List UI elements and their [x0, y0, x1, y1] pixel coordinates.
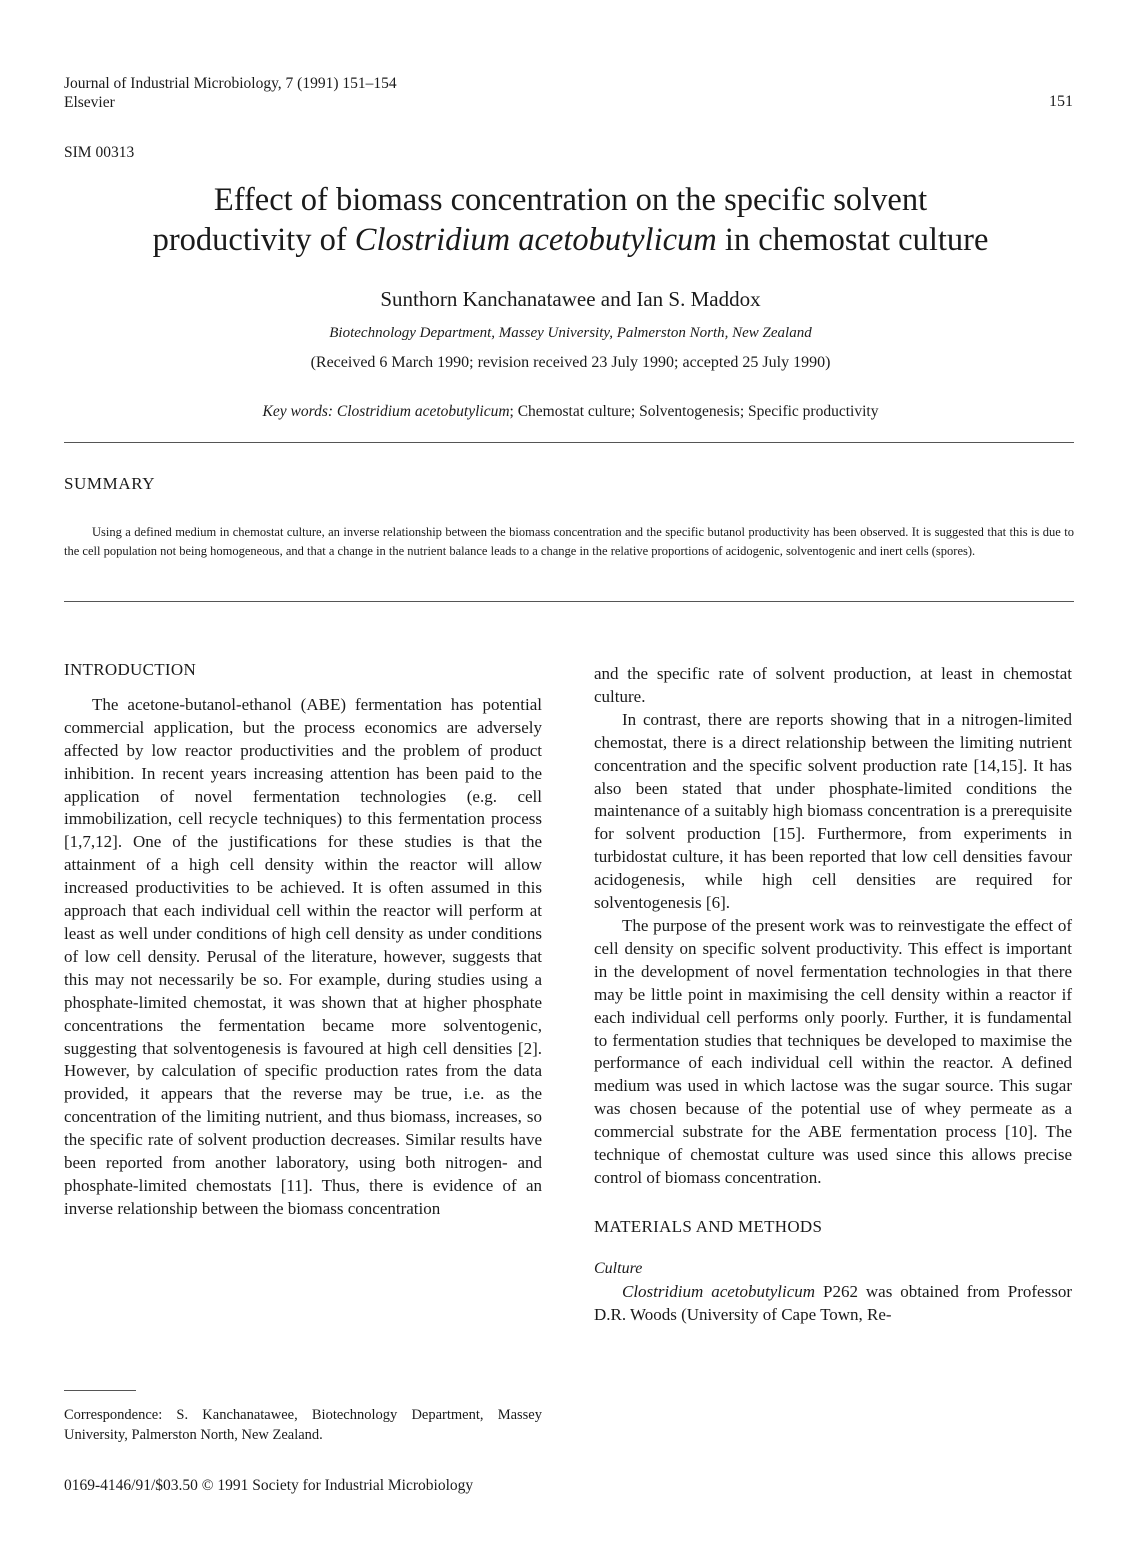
authors: Sunthorn Kanchanatawee and Ian S. Maddox [380, 287, 761, 311]
publisher: Elsevier [64, 94, 115, 111]
intro-paragraph-1-continued: and the specific rate of solvent production, at least in chemostat culture. [594, 664, 1072, 706]
copyright-line: 0169-4146/91/$03.50 © 1991 Society for Industrial Microbiology [64, 1477, 474, 1494]
correspondence-footnote: Correspondence: S. Kanchanatawee, Biotechnology Department, Massey University, Palmerston North, New Zealand. [64, 1407, 542, 1443]
page-number: 151 [1049, 93, 1073, 110]
received-dates: (Received 6 March 1990; revision received 23 July 1990; accepted 25 July 1990) [310, 354, 831, 371]
methods-paragraph-1-text: P262 was obtained from Professor D.R. Woods (University of Cape Town, Re- [594, 1281, 1072, 1324]
intro-paragraph-3: The purpose of the present work was to reinvestigate the effect of cell density on specific solvent productivity. This effect is important in the development of novel fermentation technologies in that there may be little point in maximising the cell density within a reactor if each individual cell performs only poorly. Further, it is fundamental to fermentation studies that techniques be developed to maximise the performance of each individual cell within the reactor. A defined medium was used in which lactose was the sugar source. This sugar was chosen because of the potential use of whey permeate as a commercial substrate for the ABE fermentation process [10]. The technique of chemostat culture was used since this allows precise control of biomass concentration. [594, 915, 1072, 1187]
summary-text: Using a defined medium in chemostat culture, an inverse relationship between the biomass concentration and the specific butanol productivity has been observed. It is suggested that this is due to the cell population not being homogeneous, and that a change in the nutrient balance leads to a change in the relative proportions of acidogenic, solventogenic and inert cells (spores). [64, 525, 1074, 558]
article-title [0, 180, 1141, 260]
divider-top [64, 442, 1074, 443]
right-column [594, 663, 1072, 1326]
intro-paragraph-1: The acetone-butanol-ethanol (ABE) fermentation has potential commercial application, but the process economics are adversely affected by low reactor productivities and the problem of product inhibition. In recent years increasing attention has been paid to the application of novel fermentation technologies (e.g. cell immobilization, cell recycle techniques) to this fermentation process [1,7,12]. One of the justifications for these studies is that the attainment of a high cell density within the reactor will allow increased productivities to be achieved. It is often assumed in this approach that each individual cell within the reactor will perform at least as well under conditions of high cell density as under conditions of low cell density. Perusal of the literature, however, suggests that this may not necessarily be so. For example, during studies using a phosphate-limited chemostat, it was shown that at higher phosphate concentrations the fermentation became more solventogenic, suggesting that solventogenesis is favoured at high cell densities [2]. However, by calculation of specific production rates from the data provided, it appears that the reverse may be true, i.e. as the concentration of the limiting nutrient, and thus biomass, increases, so the specific rate of solvent production decreases. Similar results have been reported from another laboratory, using both nitrogen- and phosphate-limited chemostats [11]. Thus, there is evidence of an inverse relationship between the biomass concentration [64, 694, 542, 1218]
title-part-3: in chemostat culture [716, 222, 989, 258]
keywords-list: ; Chemostat culture; Solventogenesis; Specific productivity [509, 403, 879, 420]
keywords [0, 403, 1141, 421]
keywords-species: Clostridium acetobutylicum [336, 403, 510, 420]
summary-heading: SUMMARY [64, 474, 156, 493]
keywords-label: Key words: [262, 403, 334, 420]
sim-code: SIM 00313 [64, 144, 135, 161]
journal-citation: Journal of Industrial Microbiology, 7 (1991) 151–154 [64, 75, 397, 92]
divider-bottom [64, 601, 1074, 602]
methods-paragraph-1 [594, 1281, 1072, 1327]
introduction-heading: INTRODUCTION [64, 660, 197, 679]
culture-subheading: Culture [594, 1259, 643, 1277]
methods-heading: MATERIALS AND METHODS [594, 1216, 823, 1236]
left-column [64, 659, 542, 1221]
journal-header [64, 74, 397, 112]
title-part-2: productivity of [152, 222, 355, 258]
affiliation: Biotechnology Department, Massey University, Palmerston North, New Zealand [329, 325, 812, 341]
methods-species: Clostridium acetobutylicum [622, 1281, 816, 1301]
intro-paragraph-2: In contrast, there are reports showing that in a nitrogen-limited chemostat, there is a direct relationship between the limiting nutrient concentration and the specific solvent production rate [14,15]. It has also been stated that under phosphate-limited conditions the maintenance of a suitably high biomass concentration is a prerequisite for solvent production [15]. Furthermore, from experiments in turbidostat culture, it has been reported that low cell densities favour acidogenesis, while high cell densities are required for solventogenesis [6]. [594, 709, 1072, 913]
title-line-1: Effect of biomass concentration on the specific solvent [213, 182, 928, 218]
title-line-2 [0, 220, 1141, 260]
footnote-rule [64, 1390, 136, 1391]
title-species: Clostridium acetobutylicum [354, 222, 717, 258]
